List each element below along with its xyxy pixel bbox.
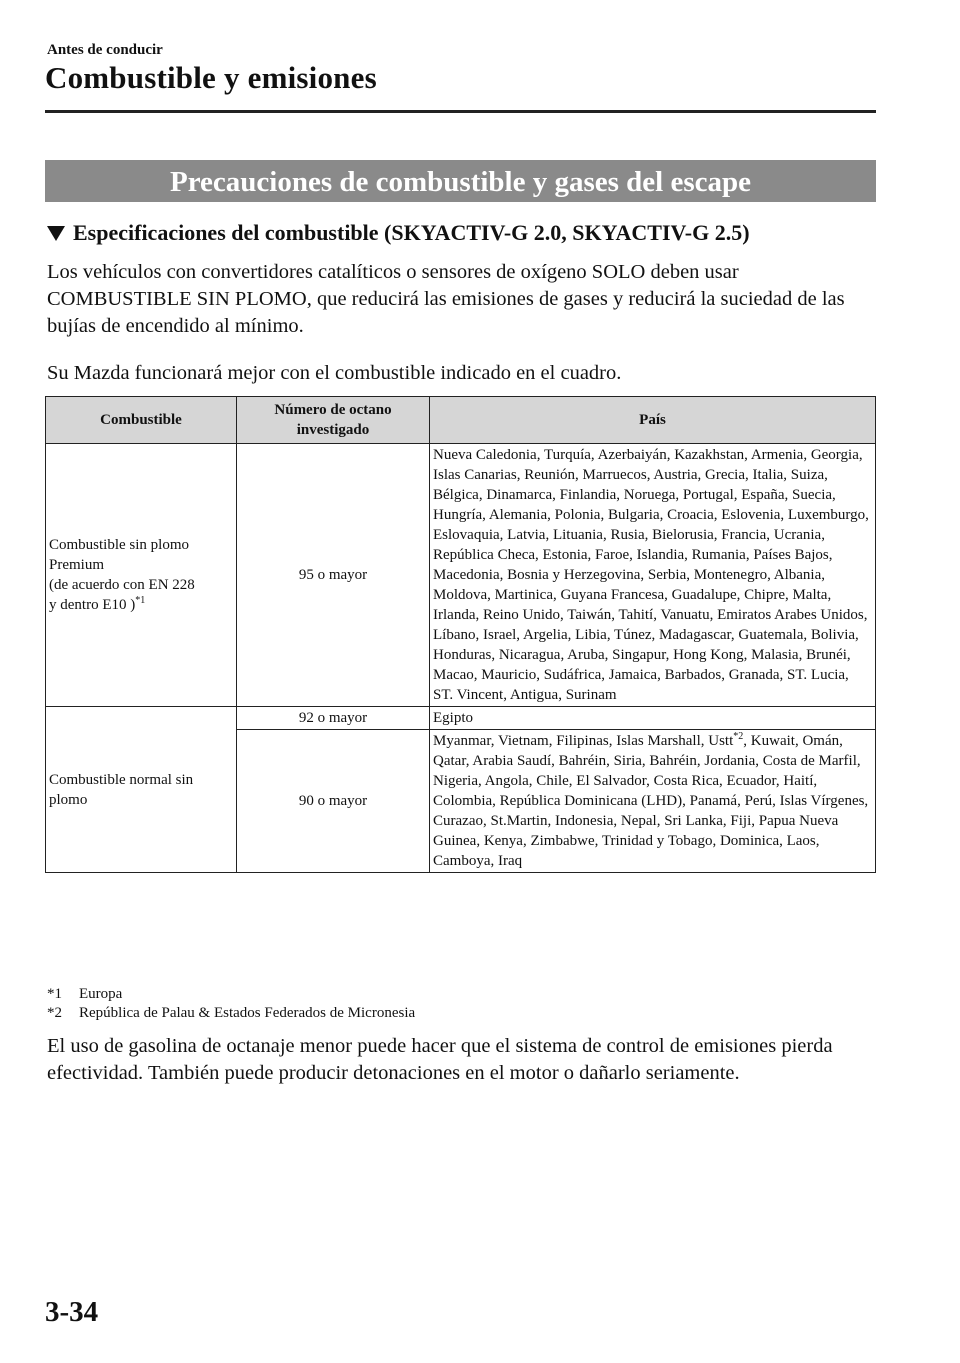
intro-paragraph: Los vehículos con convertidores catalíticos o sensores de oxígeno SOLO deben usar COMBUSTIBLE SIN PLOMO, que reducirá las emisiones de gases y reducirá la suciedad de las bujías de encendido al mínimo.: [47, 261, 845, 337]
chart-intro-paragraph: Su Mazda funcionará mejor con el combustible indicado en el cuadro.: [47, 362, 622, 384]
title-rule: [45, 110, 876, 113]
header-country: País: [430, 397, 876, 444]
fuel-regular: Combustible normal sin plomo: [46, 707, 237, 873]
footnote: *2 República de Palau & Estados Federados de Micronesia: [47, 1005, 416, 1021]
table-row: [46, 707, 876, 730]
countries-premium: Nueva Caledonia, Turquía, Azerbaiyán, Kazakhstan, Armenia, Georgia, Islas Canarias, Reunión, Marruecos, Austria, Grecia, Italia, Suiza, Bélgica, Dinamarca, Finlandia, Noruega, Portugal, España, Suecia, Hungría, Alemania, Polonia, Bulgaria, Croacia, Eslovenia, Luxemburgo, Eslovaquia, Latvia, Lituania, Rusia, Bielorusia, Francia, Ucrania, República Checa, Estonia, Faroe, Islandia, Rumania, Países Bajos, Macedonia, Bosnia y Herzegovina, Serbia, Montenegro, Albania, Moldova, Martinica, Guyana Francesa, Guadalupe, Chipre, Malta, Irlanda, Reino Unido, Taiwán, Tahití, Vanuatu, Emiratos Arabes Unidos, Líbano, Israel, Argelia, Libia, Túnez, Madagascar, Guatemala, Bolivia, Honduras, Nicaragua, Aruba, Singapur, Hong Kong, Malasia, Brunéi, Macao, Mauricio, Sudáfrica, Jamaica, Barbados, Granada, ST. Lucia, ST. Vincent, Antigua, Surinam: [430, 444, 876, 707]
octane-premium: 95 o mayor: [237, 444, 430, 707]
section-banner: Precauciones de combustible y gases del escape: [45, 160, 876, 202]
countries-regular-90: Myanmar, Vietnam, Filipinas, Islas Marshall, Ustt$^{*2}$, Kuwait, Omán, Qatar, Arabia Saudí, Bahréin, Siria, Bahréin, Jordania, Costa de Marfil, Nigeria, Angola, Chile, El Salvador, Costa Rica, Ecuador, Haití, Colombia, República Dominicana (LHD), Panamá, Perú, Islas Vírgenes, Curazao, St.Martin, Indonesia, Nepal, Sri Lanka, Fiji, Papua Nueva Guinea, Kenya, Zimbabwe, Trinidad y Tobago, Dominica, Laos, Camboya, Iraq: [430, 730, 876, 873]
footnote: *1 Europa: [47, 986, 123, 1002]
octane-regular-90: 90 o mayor: [237, 730, 430, 873]
table-row: [46, 444, 876, 707]
table-header-row: [46, 397, 876, 444]
subheading-text: Especificaciones del combustible (SKYACTIV-G 2.0, SKYACTIV-G 2.5): [73, 220, 750, 245]
page-title: Combustible y emisiones: [45, 60, 377, 95]
warning-paragraph: El uso de gasolina de octanaje menor puede hacer que el sistema de control de emisiones pierda efectividad. También puede producir detonaciones en el motor o dañarlo seriamente.: [47, 1035, 833, 1084]
subheading: [47, 220, 750, 246]
footnote-ref-2: *2: [733, 731, 744, 742]
fuel-premium: Combustible sin plomo Premium (de acuerdo con EN 228 y dentro E10 )$^{*1}$: [46, 444, 237, 707]
header-octane: Número de octano investigado: [237, 397, 430, 444]
countries-regular-92: Egipto: [430, 707, 876, 730]
section-kicker: Antes de conducir: [47, 42, 163, 58]
triangle-down-icon: [47, 226, 65, 241]
header-fuel: Combustible: [46, 397, 237, 444]
footnote-ref-1: *1: [135, 595, 146, 606]
fuel-table: [45, 396, 876, 873]
octane-regular-92: 92 o mayor: [237, 707, 430, 730]
footnotes: [47, 985, 415, 1023]
page-number: 3-34: [45, 1296, 99, 1328]
